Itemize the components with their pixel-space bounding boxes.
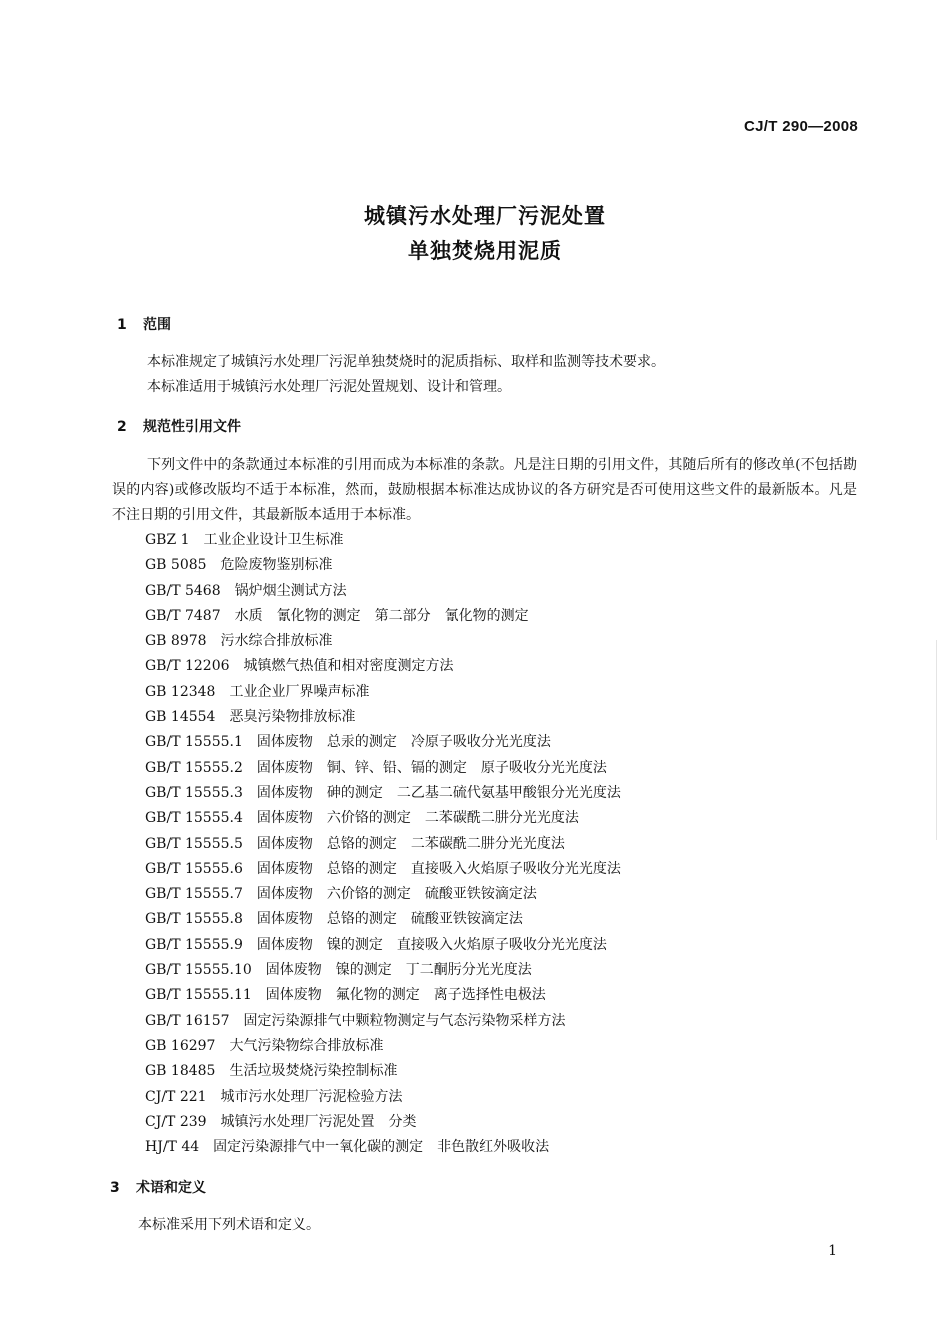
section-title: 术语和定义 bbox=[136, 1180, 206, 1196]
section-body-scope bbox=[112, 350, 857, 400]
reference-item: GB/T 16157 固定污染源排气中颗粒物测定与气态污染物采样方法 bbox=[145, 1012, 566, 1029]
scan-edge-line bbox=[936, 640, 937, 840]
page-number: 1 bbox=[828, 1243, 837, 1259]
reference-item: GB/T 15555.5 固体废物 总铬的测定 二苯碳酰二肼分光光度法 bbox=[145, 835, 565, 852]
reference-item: GB/T 15555.6 固体废物 总铬的测定 直接吸入火焰原子吸收分光光度法 bbox=[145, 860, 621, 877]
paragraph: 本标准采用下列术语和定义。 bbox=[138, 1217, 320, 1233]
reference-item: GB 16297 大气污染物综合排放标准 bbox=[145, 1037, 384, 1054]
section-heading-normative-references bbox=[117, 416, 241, 436]
paragraph: 本标准适用于城镇污水处理厂污泥处置规划、设计和管理。 bbox=[147, 379, 511, 395]
reference-item: CJ/T 221 城市污水处理厂污泥检验方法 bbox=[145, 1088, 403, 1105]
section-body-normative-references bbox=[112, 453, 857, 528]
reference-item: GBZ 1 工业企业设计卫生标准 bbox=[145, 532, 344, 548]
reference-item: GB/T 15555.10 固体废物 镍的测定 丁二酮肟分光光度法 bbox=[145, 962, 532, 979]
reference-item: CJ/T 239 城镇污水处理厂污泥处置 分类 bbox=[145, 1113, 417, 1130]
section-title: 范围 bbox=[143, 317, 171, 333]
section-number: 3 bbox=[110, 1180, 120, 1196]
reference-item: HJ/T 44 固定污染源排气中一氧化碳的测定 非色散红外吸收法 bbox=[145, 1139, 550, 1156]
reference-item: GB/T 5468 锅炉烟尘测试方法 bbox=[145, 582, 347, 599]
section-heading-scope bbox=[117, 314, 171, 334]
document-title-line-2: 单独焚烧用泥质 bbox=[408, 239, 562, 263]
section-number: 2 bbox=[117, 419, 127, 435]
reference-item: GB 5085 危险废物鉴别标准 bbox=[145, 557, 333, 574]
reference-item: GB 18485 生活垃圾焚烧污染控制标准 bbox=[145, 1063, 398, 1080]
reference-item: GB/T 12206 城镇燃气热值和相对密度测定方法 bbox=[145, 658, 454, 675]
reference-item: GB/T 15555.1 固体废物 总汞的测定 冷原子吸收分光光度法 bbox=[145, 734, 551, 751]
reference-item: GB/T 15555.4 固体废物 六价铬的测定 二苯碳酰二肼分光光度法 bbox=[145, 810, 579, 827]
reference-item: GB 12348 工业企业厂界噪声标准 bbox=[145, 683, 370, 700]
document-title-line-1: 城镇污水处理厂污泥处置 bbox=[364, 204, 606, 228]
section-body-terms-and-definitions bbox=[103, 1213, 848, 1238]
reference-item: GB/T 15555.11 固体废物 氟化物的测定 离子选择性电极法 bbox=[145, 987, 546, 1004]
reference-item: GB/T 15555.3 固体废物 砷的测定 二乙基二硫代氨基甲酸银分光光度法 bbox=[145, 784, 621, 801]
reference-item: GB 8978 污水综合排放标准 bbox=[145, 633, 333, 650]
standard-code: CJ/T 290—2008 bbox=[744, 118, 858, 135]
reference-item: GB 14554 恶臭污染物排放标准 bbox=[145, 709, 356, 726]
reference-list bbox=[145, 528, 621, 1160]
section-heading-terms-and-definitions bbox=[110, 1177, 206, 1197]
paragraph: 下列文件中的条款通过本标准的引用而成为本标准的条款。凡是注日期的引用文件，其随后所有的修改单(不包括勘误的内容)或修改版均不适于本标准，然而，鼓励根据本标准达成协议的各方研究是否可使用这些文件的最新版本。凡是不注日期的引用文件，其最新版本适用于本标准。 bbox=[112, 457, 857, 523]
section-title: 规范性引用文件 bbox=[143, 419, 241, 435]
reference-item: GB/T 7487 水质 氰化物的测定 第二部分 氰化物的测定 bbox=[145, 607, 529, 624]
reference-item: GB/T 15555.8 固体废物 总铬的测定 硫酸亚铁铵滴定法 bbox=[145, 911, 523, 928]
reference-item: GB/T 15555.9 固体废物 镍的测定 直接吸入火焰原子吸收分光光度法 bbox=[145, 936, 607, 953]
section-number: 1 bbox=[117, 317, 127, 333]
reference-item: GB/T 15555.7 固体废物 六价铬的测定 硫酸亚铁铵滴定法 bbox=[145, 886, 537, 903]
paragraph: 本标准规定了城镇污水处理厂污泥单独焚烧时的泥质指标、取样和监测等技术要求。 bbox=[147, 354, 665, 370]
reference-item: GB/T 15555.2 固体废物 铜、锌、铅、镉的测定 原子吸收分光光度法 bbox=[145, 759, 607, 776]
